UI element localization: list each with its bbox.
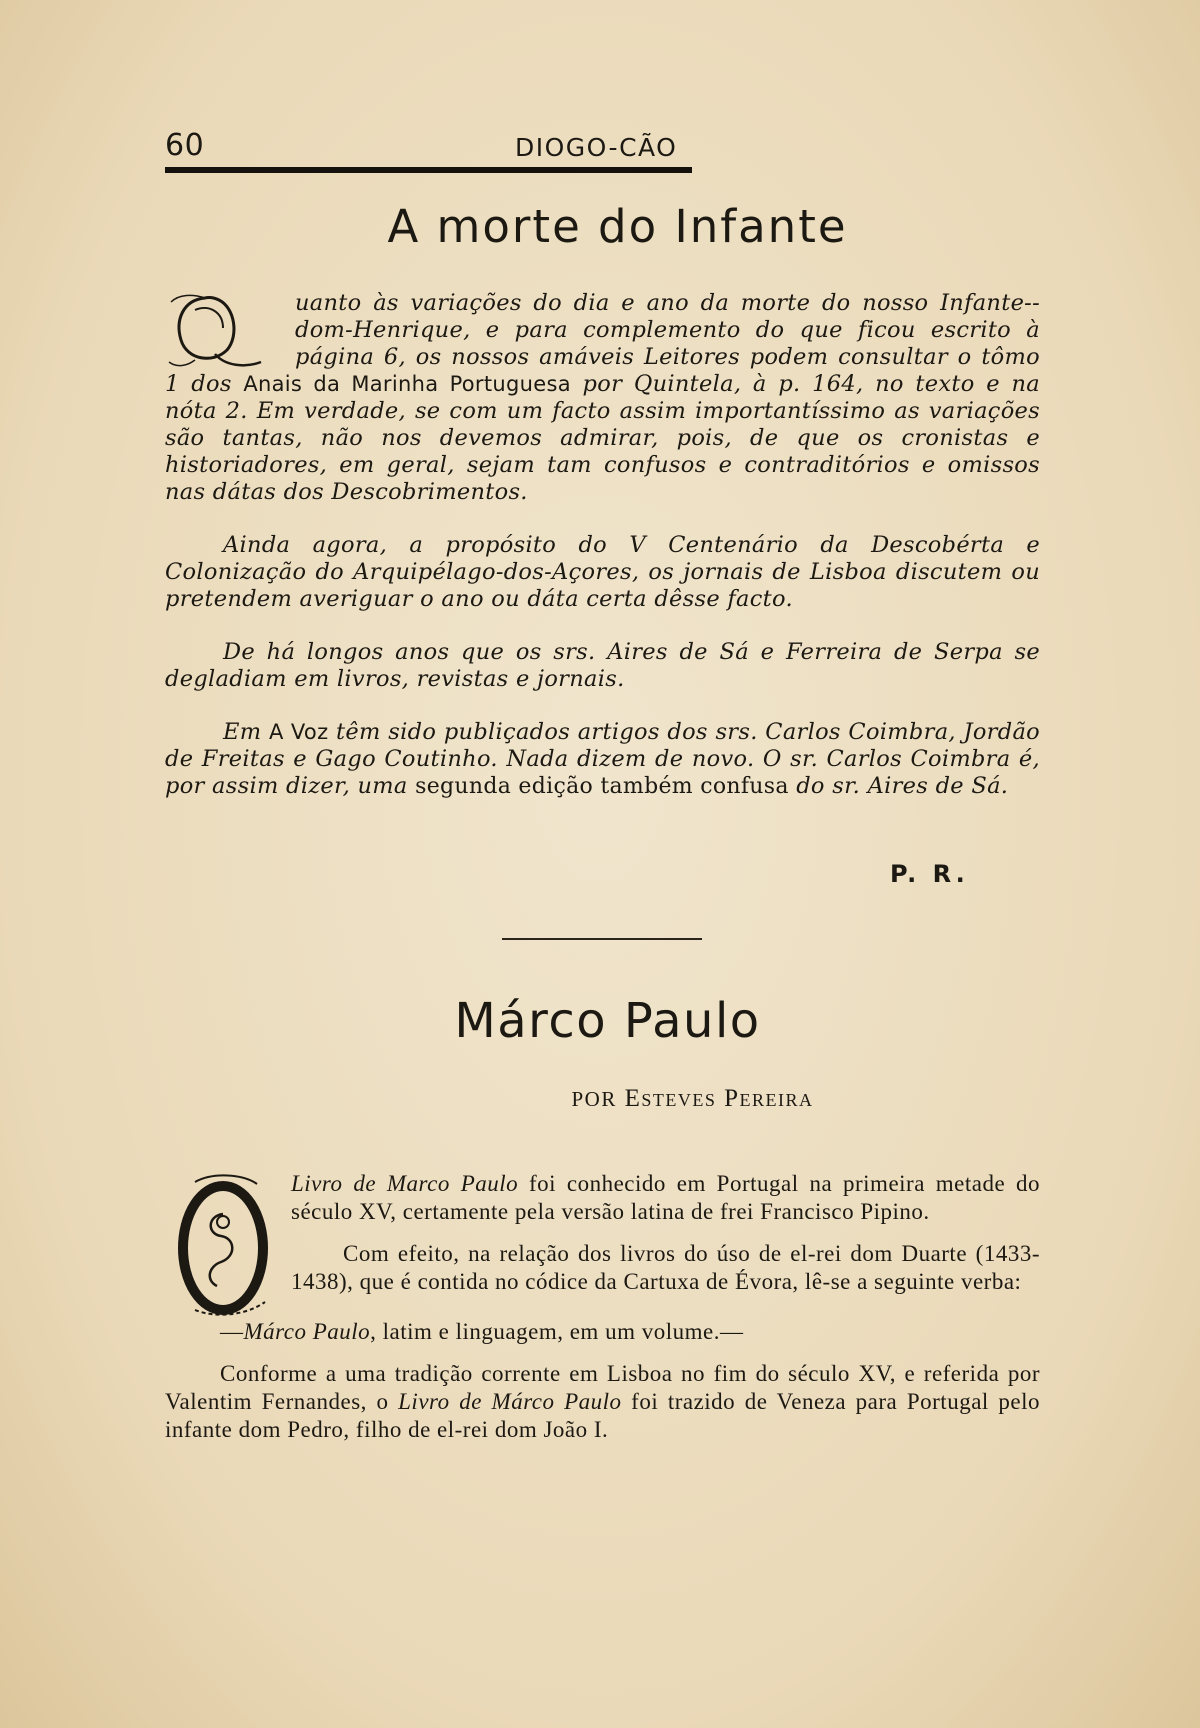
text-run: Em [223,719,270,745]
header-rule [165,167,692,173]
running-title: DIOGO-CÃO [515,133,678,162]
text-run: foi trazido de Veneza para Portugal pelo infante dom Pedro, filho de el-rei dom João I. [165,1389,1040,1442]
text-run-upright: A Voz [269,720,329,744]
text-run: Márco Paulo [243,1319,371,1344]
paragraph [165,1318,1040,1346]
ornamental-drop-cap-o [165,1170,285,1318]
paragraph [165,1170,1040,1226]
signature-initials: P. R. [890,860,969,888]
paragraph [165,290,1040,506]
text-run: por Quintela, à p. 164, no texto e na nóta 2. Em verdade, se com um facto assim importantíssimo as variações são tantas, não nos devemos admirar, pois, de que os cronistas e historiadores, em geral, sejam tam confusos e contraditórios e omissos nas dátas dos Descobrimentos. [165,371,1040,505]
text-run: De há longos anos que os srs. Aires de Sá e Ferreira de Serpa se degladiam em livros, revistas e jornais. [165,639,1040,692]
byline-por: POR [571,1087,617,1111]
article-title-marco-paulo: Márco Paulo [454,993,761,1049]
section-separator [502,938,702,940]
paragraph [165,1360,1040,1444]
text-run: foi conhecido em Portugal na primeira metade do século XV, certamente pela versão latina de frei Francisco Pipino. [291,1171,1041,1224]
text-run: Livro de Marco Paulo [291,1171,519,1196]
paragraph [165,719,1040,800]
text-run: têm sido publiçados artigos dos srs. Carlos Coimbra, Jordão de Freitas e Gago Coutinho. Nada dizem de novo. O sr. Carlos Coimbra é, por assim dizer, uma [165,719,1041,799]
text-run: uanto às variações do dia e ano da morte do nosso Infante--dom-Henrique, e para complemento do que ficou escrito à página 6, os nossos amáveis Leitores podem consultar o tômo 1 dos [165,290,1040,397]
article-body-marco-paulo [165,1170,1040,1444]
text-run: Conforme a uma tradição corrente em Lisboa no fim do século XV, e referida por Valentim Fernandes, o [165,1361,1040,1414]
article-body-morte-do-infante [165,290,1040,800]
text-run: — [220,1319,244,1344]
text-run: , latim e linguagem, em um volume.— [370,1319,744,1344]
text-run: do sr. Aires de Sá. [788,773,1009,799]
page-number: 60 [165,128,205,163]
text-run-upright: Anais da Marinha Portuguesa [243,372,571,396]
paragraph [165,532,1040,613]
paragraph [165,1240,1040,1296]
ornamental-drop-cap-q [165,292,289,370]
article-title-morte-do-infante: A morte do Infante [387,200,848,253]
text-run: Com efeito, na relação dos livros do úso de el-rei dom Duarte (1433-1438), que é contida no códice da Cartuxa de Évora, lê-se a seguinte verba: [291,1241,1040,1294]
byline-author: Esteves Pereira [624,1085,814,1112]
text-run: Ainda agora, a propósito do V Centenário da Descobérta e Colonização do Arquipélago-dos-Açores, os jornais de Lisboa discutem ou pretendem averiguar o ano ou dáta certa dêsse facto. [165,532,1040,612]
text-run-upright: segunda edição também confusa [415,774,789,799]
byline [165,1085,1040,1113]
text-run: Livro de Márco Paulo [398,1389,622,1414]
running-head [165,128,695,172]
paragraph [165,639,1040,693]
